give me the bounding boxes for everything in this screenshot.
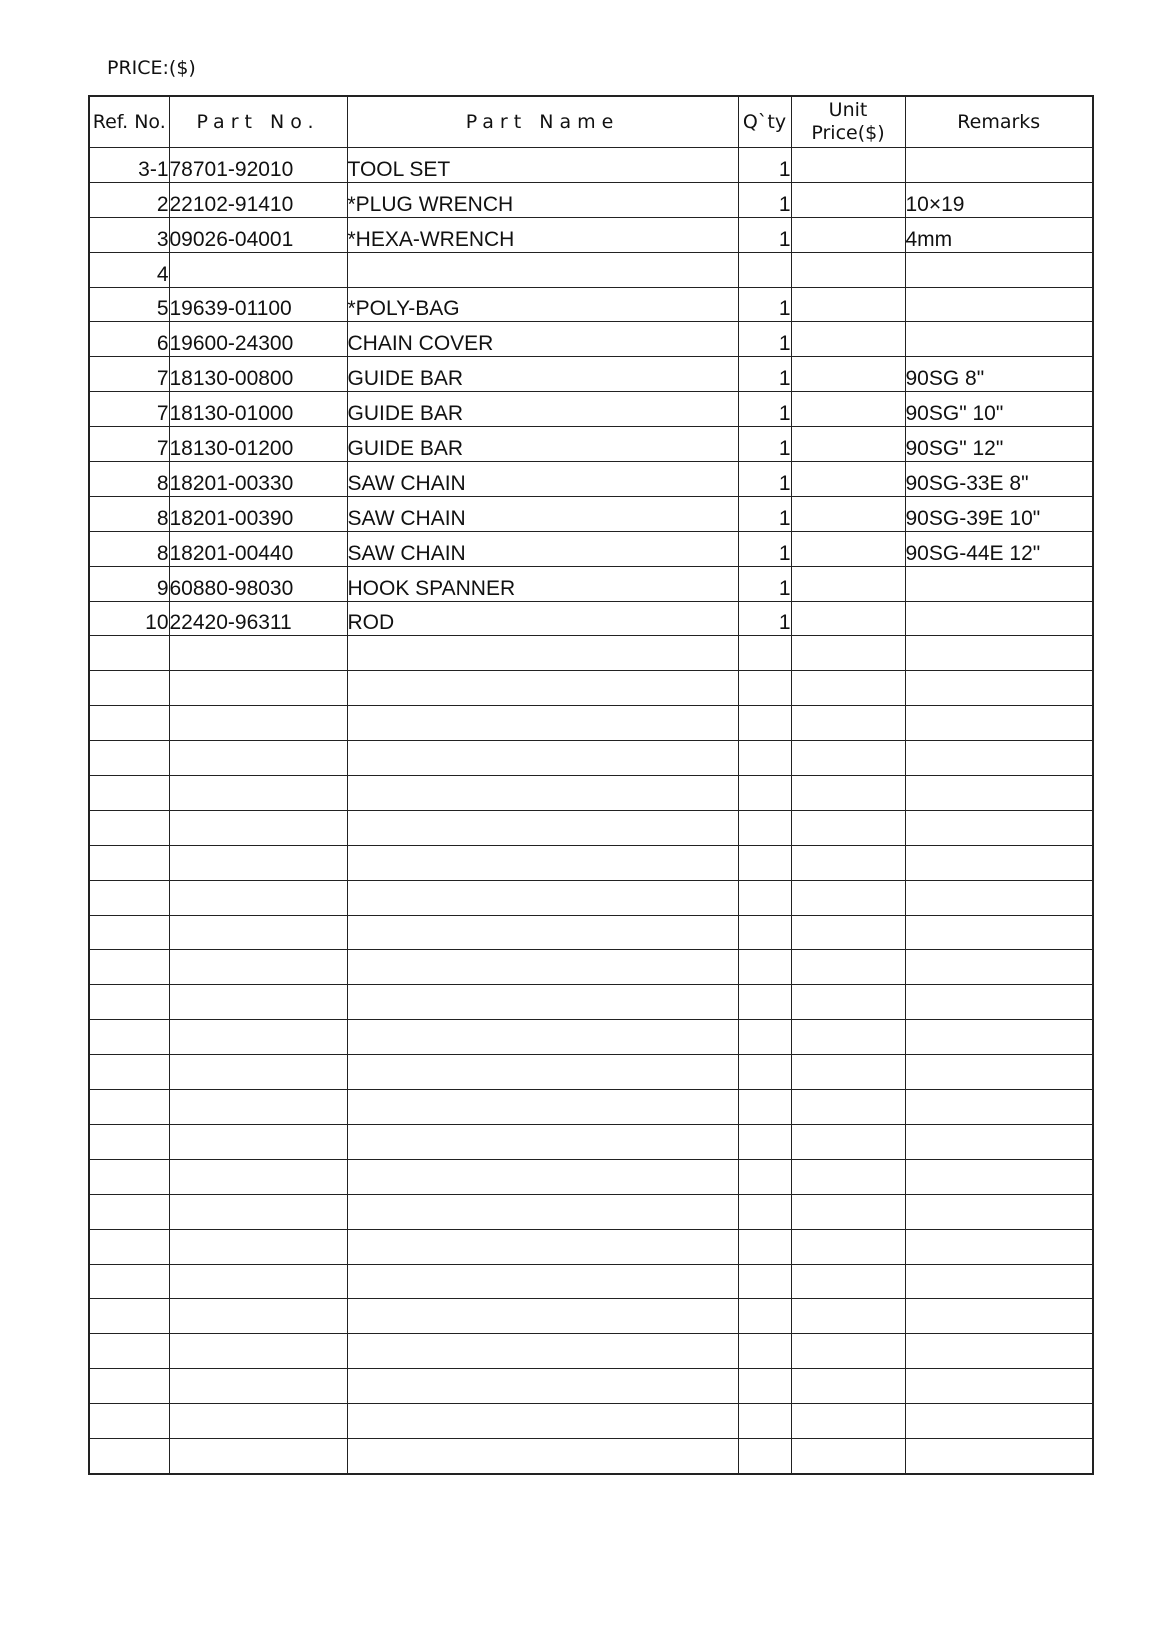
- cell-part-no: [169, 1159, 347, 1194]
- cell-qty: [738, 1090, 791, 1125]
- cell-unit-price: [791, 671, 905, 706]
- cell-part-no: [169, 1264, 347, 1299]
- cell-remarks: [905, 776, 1093, 811]
- table-row: [89, 287, 1093, 322]
- cell-qty: [738, 671, 791, 706]
- cell-ref-no: 8: [89, 462, 169, 497]
- cell-unit-price: [791, 252, 905, 287]
- table-row: [89, 845, 1093, 880]
- cell-remarks: [905, 1020, 1093, 1055]
- cell-remarks: [905, 1229, 1093, 1264]
- cell-qty: [738, 741, 791, 776]
- cell-remarks: [905, 1194, 1093, 1229]
- cell-remarks: 10×19: [905, 182, 1093, 217]
- parts-table: [88, 95, 1094, 1475]
- cell-unit-price: [791, 1194, 905, 1229]
- cell-part-name: SAW CHAIN: [347, 496, 738, 531]
- cell-qty: [738, 915, 791, 950]
- cell-part-no: [169, 985, 347, 1020]
- cell-unit-price: [791, 148, 905, 183]
- cell-ref-no: [89, 1404, 169, 1439]
- cell-remarks: [905, 636, 1093, 671]
- cell-qty: [738, 1299, 791, 1334]
- cell-part-name: GUIDE BAR: [347, 427, 738, 462]
- cell-remarks: [905, 1264, 1093, 1299]
- cell-part-no: [169, 1438, 347, 1473]
- table-row: [89, 1194, 1093, 1229]
- table-row: [89, 741, 1093, 776]
- cell-unit-price: [791, 741, 905, 776]
- cell-part-name: [347, 845, 738, 880]
- table-row: [89, 601, 1093, 636]
- table-row: [89, 1438, 1093, 1473]
- cell-remarks: [905, 601, 1093, 636]
- cell-part-no: 60880-98030: [169, 566, 347, 601]
- cell-qty: [738, 810, 791, 845]
- cell-ref-no: 9: [89, 566, 169, 601]
- table-row: [89, 1369, 1093, 1404]
- cell-part-name: GUIDE BAR: [347, 357, 738, 392]
- cell-part-name: [347, 1438, 738, 1473]
- cell-remarks: [905, 741, 1093, 776]
- cell-part-no: [169, 252, 347, 287]
- cell-remarks: 4mm: [905, 217, 1093, 252]
- cell-part-name: [347, 1299, 738, 1334]
- cell-part-no: [169, 1299, 347, 1334]
- cell-ref-no: [89, 1055, 169, 1090]
- cell-unit-price: [791, 357, 905, 392]
- cell-part-no: 18130-01000: [169, 392, 347, 427]
- table-row: [89, 915, 1093, 950]
- table-row: [89, 217, 1093, 252]
- cell-remarks: [905, 950, 1093, 985]
- cell-ref-no: [89, 776, 169, 811]
- cell-unit-price: [791, 1299, 905, 1334]
- cell-part-no: 18130-01200: [169, 427, 347, 462]
- cell-part-name: *PLUG WRENCH: [347, 182, 738, 217]
- table-body: [89, 148, 1093, 1474]
- cell-part-no: [169, 950, 347, 985]
- cell-qty: [738, 1159, 791, 1194]
- cell-part-name: [347, 1264, 738, 1299]
- cell-remarks: 90SG" 10": [905, 392, 1093, 427]
- cell-qty: [738, 985, 791, 1020]
- cell-part-no: [169, 776, 347, 811]
- cell-unit-price: [791, 287, 905, 322]
- header-unit-price-line2: Price($): [811, 122, 885, 144]
- cell-remarks: [905, 810, 1093, 845]
- cell-unit-price: [791, 706, 905, 741]
- cell-remarks: 90SG" 12": [905, 427, 1093, 462]
- cell-remarks: [905, 1055, 1093, 1090]
- cell-unit-price: [791, 1124, 905, 1159]
- cell-ref-no: 7: [89, 357, 169, 392]
- cell-part-name: [347, 1369, 738, 1404]
- cell-qty: [738, 880, 791, 915]
- cell-part-no: [169, 1124, 347, 1159]
- cell-remarks: [905, 1299, 1093, 1334]
- table-row: [89, 148, 1093, 183]
- cell-ref-no: [89, 1334, 169, 1369]
- table-row: [89, 1299, 1093, 1334]
- cell-part-no: [169, 880, 347, 915]
- table-row: [89, 1404, 1093, 1439]
- cell-unit-price: [791, 182, 905, 217]
- cell-part-name: [347, 915, 738, 950]
- header-remarks: Remarks: [905, 96, 1093, 148]
- cell-qty: [738, 636, 791, 671]
- cell-ref-no: [89, 671, 169, 706]
- cell-part-name: [347, 671, 738, 706]
- cell-part-name: [347, 950, 738, 985]
- cell-part-name: SAW CHAIN: [347, 531, 738, 566]
- cell-unit-price: [791, 1055, 905, 1090]
- cell-unit-price: [791, 566, 905, 601]
- cell-ref-no: [89, 810, 169, 845]
- cell-unit-price: [791, 1229, 905, 1264]
- table-row: [89, 985, 1093, 1020]
- cell-ref-no: 4: [89, 252, 169, 287]
- cell-ref-no: 10: [89, 601, 169, 636]
- cell-ref-no: [89, 1438, 169, 1473]
- cell-remarks: [905, 252, 1093, 287]
- table-row: [89, 1334, 1093, 1369]
- cell-ref-no: [89, 1020, 169, 1055]
- cell-part-no: [169, 741, 347, 776]
- cell-unit-price: [791, 1369, 905, 1404]
- cell-qty: 1: [738, 148, 791, 183]
- cell-part-name: [347, 985, 738, 1020]
- cell-qty: [738, 1124, 791, 1159]
- cell-part-name: [347, 1334, 738, 1369]
- cell-part-name: [347, 706, 738, 741]
- cell-unit-price: [791, 845, 905, 880]
- cell-unit-price: [791, 880, 905, 915]
- cell-ref-no: [89, 636, 169, 671]
- cell-unit-price: [791, 1159, 905, 1194]
- cell-part-name: [347, 1159, 738, 1194]
- cell-qty: 1: [738, 601, 791, 636]
- cell-remarks: [905, 148, 1093, 183]
- cell-part-name: [347, 1055, 738, 1090]
- cell-part-no: [169, 810, 347, 845]
- cell-qty: [738, 252, 791, 287]
- cell-part-no: 19639-01100: [169, 287, 347, 322]
- cell-remarks: 90SG-33E 8": [905, 462, 1093, 497]
- table-row: [89, 392, 1093, 427]
- cell-part-name: [347, 1194, 738, 1229]
- cell-unit-price: [791, 950, 905, 985]
- cell-part-name: [347, 1090, 738, 1125]
- cell-qty: 1: [738, 496, 791, 531]
- cell-part-name: [347, 810, 738, 845]
- cell-ref-no: [89, 706, 169, 741]
- cell-part-name: [347, 1404, 738, 1439]
- cell-unit-price: [791, 601, 905, 636]
- table-row: [89, 1124, 1093, 1159]
- table-row: [89, 671, 1093, 706]
- cell-qty: [738, 950, 791, 985]
- cell-remarks: [905, 671, 1093, 706]
- cell-remarks: [905, 1334, 1093, 1369]
- cell-ref-no: [89, 1369, 169, 1404]
- table-row: [89, 427, 1093, 462]
- cell-part-name: [347, 252, 738, 287]
- cell-qty: 1: [738, 531, 791, 566]
- cell-ref-no: [89, 1229, 169, 1264]
- cell-part-name: [347, 1229, 738, 1264]
- cell-qty: 1: [738, 182, 791, 217]
- cell-qty: 1: [738, 392, 791, 427]
- cell-part-no: [169, 706, 347, 741]
- cell-part-name: [347, 880, 738, 915]
- cell-qty: [738, 1194, 791, 1229]
- cell-remarks: [905, 1404, 1093, 1439]
- cell-unit-price: [791, 810, 905, 845]
- cell-unit-price: [791, 1438, 905, 1473]
- cell-unit-price: [791, 392, 905, 427]
- cell-unit-price: [791, 1264, 905, 1299]
- cell-qty: [738, 1264, 791, 1299]
- cell-remarks: [905, 322, 1093, 357]
- cell-remarks: 90SG-44E 12": [905, 531, 1093, 566]
- cell-ref-no: [89, 950, 169, 985]
- cell-ref-no: 3-1: [89, 148, 169, 183]
- cell-unit-price: [791, 915, 905, 950]
- table-row: [89, 182, 1093, 217]
- table-row: [89, 1229, 1093, 1264]
- cell-ref-no: 8: [89, 496, 169, 531]
- cell-unit-price: [791, 322, 905, 357]
- cell-part-name: [347, 636, 738, 671]
- cell-qty: [738, 1404, 791, 1439]
- table-row: [89, 706, 1093, 741]
- table-row: [89, 496, 1093, 531]
- header-part-name: Part Name: [347, 96, 738, 148]
- cell-qty: [738, 1229, 791, 1264]
- cell-qty: [738, 776, 791, 811]
- cell-ref-no: [89, 1194, 169, 1229]
- cell-remarks: 90SG-39E 10": [905, 496, 1093, 531]
- table-row: [89, 880, 1093, 915]
- cell-ref-no: [89, 1299, 169, 1334]
- cell-ref-no: 8: [89, 531, 169, 566]
- cell-part-name: *HEXA-WRENCH: [347, 217, 738, 252]
- cell-ref-no: [89, 915, 169, 950]
- cell-part-name: [347, 1124, 738, 1159]
- cell-part-no: 22102-91410: [169, 182, 347, 217]
- cell-qty: 1: [738, 566, 791, 601]
- cell-part-name: [347, 741, 738, 776]
- cell-qty: [738, 1369, 791, 1404]
- cell-unit-price: [791, 496, 905, 531]
- cell-remarks: [905, 706, 1093, 741]
- cell-part-no: [169, 1055, 347, 1090]
- table-row: [89, 636, 1093, 671]
- cell-part-no: 19600-24300: [169, 322, 347, 357]
- cell-part-no: [169, 1334, 347, 1369]
- cell-unit-price: [791, 1090, 905, 1125]
- cell-qty: [738, 706, 791, 741]
- cell-part-no: 09026-04001: [169, 217, 347, 252]
- cell-part-name: SAW CHAIN: [347, 462, 738, 497]
- cell-qty: [738, 1055, 791, 1090]
- cell-remarks: [905, 880, 1093, 915]
- cell-qty: [738, 845, 791, 880]
- cell-remarks: [905, 845, 1093, 880]
- cell-remarks: [905, 915, 1093, 950]
- cell-ref-no: [89, 880, 169, 915]
- cell-part-name: ROD: [347, 601, 738, 636]
- header-part-no: Part No.: [169, 96, 347, 148]
- cell-qty: 1: [738, 357, 791, 392]
- table-row: [89, 252, 1093, 287]
- cell-part-name: *POLY-BAG: [347, 287, 738, 322]
- cell-remarks: [905, 1438, 1093, 1473]
- cell-ref-no: [89, 845, 169, 880]
- cell-ref-no: 3: [89, 217, 169, 252]
- cell-ref-no: 7: [89, 392, 169, 427]
- cell-unit-price: [791, 217, 905, 252]
- cell-qty: [738, 1334, 791, 1369]
- cell-unit-price: [791, 531, 905, 566]
- cell-part-no: 78701-92010: [169, 148, 347, 183]
- cell-ref-no: 2: [89, 182, 169, 217]
- cell-ref-no: 7: [89, 427, 169, 462]
- cell-part-no: [169, 671, 347, 706]
- cell-unit-price: [791, 985, 905, 1020]
- cell-unit-price: [791, 1334, 905, 1369]
- cell-part-name: CHAIN COVER: [347, 322, 738, 357]
- cell-part-name: [347, 1020, 738, 1055]
- cell-ref-no: [89, 1159, 169, 1194]
- cell-part-no: [169, 636, 347, 671]
- cell-part-no: [169, 1229, 347, 1264]
- cell-qty: 1: [738, 287, 791, 322]
- cell-part-no: 18201-00330: [169, 462, 347, 497]
- cell-remarks: [905, 566, 1093, 601]
- cell-part-no: [169, 845, 347, 880]
- cell-remarks: [905, 1159, 1093, 1194]
- cell-ref-no: [89, 741, 169, 776]
- table-row: [89, 566, 1093, 601]
- cell-part-no: [169, 1369, 347, 1404]
- cell-part-name: GUIDE BAR: [347, 392, 738, 427]
- cell-remarks: [905, 1124, 1093, 1159]
- table-row: [89, 357, 1093, 392]
- header-unit-price: [791, 96, 905, 148]
- cell-unit-price: [791, 1404, 905, 1439]
- cell-unit-price: [791, 427, 905, 462]
- cell-qty: [738, 1438, 791, 1473]
- cell-unit-price: [791, 1020, 905, 1055]
- cell-part-no: 18201-00390: [169, 496, 347, 531]
- table-header-row: [89, 96, 1093, 148]
- cell-ref-no: [89, 1124, 169, 1159]
- table-row: [89, 810, 1093, 845]
- cell-qty: 1: [738, 462, 791, 497]
- table-row: [89, 462, 1093, 497]
- cell-unit-price: [791, 462, 905, 497]
- table-row: [89, 322, 1093, 357]
- table-row: [89, 950, 1093, 985]
- cell-part-name: [347, 776, 738, 811]
- cell-part-no: 22420-96311: [169, 601, 347, 636]
- cell-remarks: [905, 985, 1093, 1020]
- table-row: [89, 1159, 1093, 1194]
- cell-unit-price: [791, 776, 905, 811]
- cell-remarks: [905, 287, 1093, 322]
- cell-ref-no: [89, 1264, 169, 1299]
- cell-part-no: [169, 1090, 347, 1125]
- price-label: PRICE:($): [107, 57, 196, 79]
- cell-part-no: [169, 1020, 347, 1055]
- cell-ref-no: [89, 985, 169, 1020]
- cell-qty: 1: [738, 322, 791, 357]
- cell-part-name: HOOK SPANNER: [347, 566, 738, 601]
- table-row: [89, 1020, 1093, 1055]
- table-row: [89, 776, 1093, 811]
- table-row: [89, 1090, 1093, 1125]
- cell-part-no: 18201-00440: [169, 531, 347, 566]
- header-ref-no: Ref. No.: [89, 96, 169, 148]
- header-unit-price-line1: Unit: [828, 99, 868, 121]
- cell-part-no: [169, 915, 347, 950]
- table-row: [89, 1055, 1093, 1090]
- cell-ref-no: 5: [89, 287, 169, 322]
- cell-qty: 1: [738, 427, 791, 462]
- cell-remarks: 90SG 8": [905, 357, 1093, 392]
- cell-part-no: [169, 1194, 347, 1229]
- cell-unit-price: [791, 636, 905, 671]
- cell-remarks: [905, 1369, 1093, 1404]
- cell-remarks: [905, 1090, 1093, 1125]
- cell-part-no: [169, 1404, 347, 1439]
- cell-part-name: TOOL SET: [347, 148, 738, 183]
- cell-qty: [738, 1020, 791, 1055]
- cell-part-no: 18130-00800: [169, 357, 347, 392]
- table-row: [89, 1264, 1093, 1299]
- cell-ref-no: 6: [89, 322, 169, 357]
- header-qty: Q`ty: [738, 96, 791, 148]
- cell-qty: 1: [738, 217, 791, 252]
- cell-ref-no: [89, 1090, 169, 1125]
- table-row: [89, 531, 1093, 566]
